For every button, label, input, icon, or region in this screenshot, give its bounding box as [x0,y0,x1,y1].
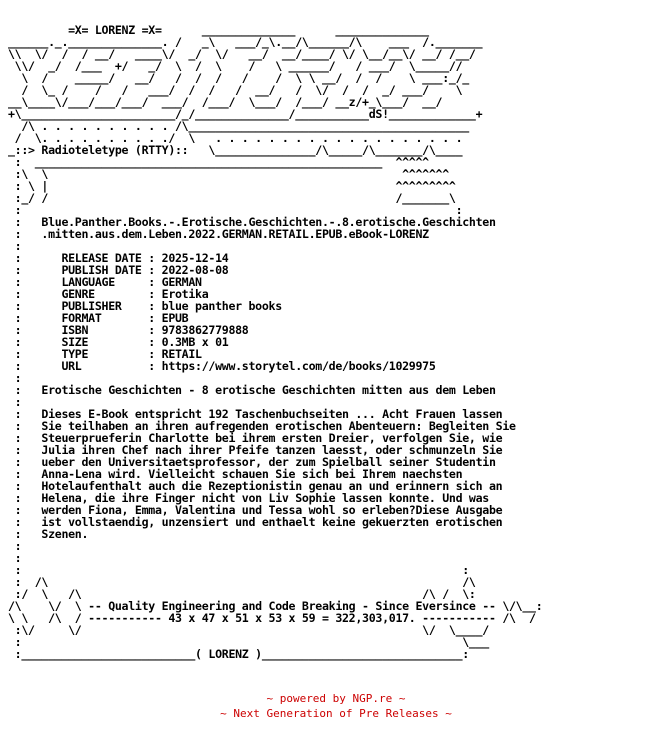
nfo-line: : ____________________________________________________ ^^^^^ [8,155,429,169]
nfo-line: : .mitten.aus.dem.Leben.2022.GERMAN.RETAIL.EPUB.eBook-LORENZ [8,227,429,241]
nfo-document [0,12,672,672]
nfo-line: : Hotelaufenthalt auch die Rezeptionistin genau an und erinnern sich an [8,479,503,493]
nfo-line: / \_ / / / ___/ / / / __/ / \/ / / _/ ___/ \ [8,83,463,97]
nfo-line: /\ . . . . . . . . . . /\__________________________________________ [8,119,469,133]
nfo-line: : : [8,563,469,577]
powered-by-text: ~ powered by NGP.re ~ [266,692,406,705]
nfo-line: : PUBLISHER : blue panther books [8,299,282,313]
nfo-line: : ISBN : 9783862779888 [8,323,249,337]
nfo-line: : FORMAT : EPUB [8,311,189,325]
nfo-line: : Helena, die ihre Finger nicht von Liv Sophie lassen konnte. Und was [8,491,489,505]
nfo-line: _::> Radioteletype (RTTY):: \_______________/\_____/\_______/\____ [8,143,463,157]
nfo-line: /\ \/ \ -- Quality Engineering and Code Breaking - Since Eversince -- \/\__: [8,599,543,613]
nfo-line: : RELEASE DATE : 2025-12-14 [8,251,229,265]
nfo-line: : /\ /\ [8,575,476,589]
nfo-line: : [8,371,22,385]
nfo-text-block [0,12,672,660]
nfo-line: : Dieses E-Book entspricht 192 Taschenbuchseiten ... Acht Frauen lassen [8,407,503,421]
nfo-line: \\ \/ / / __/ ____\/ _/ \/ __/ __/____/ \/ \__/__\/ __/ /__/ [8,47,476,61]
nfo-line: :\ \ ^^^^^^^ [8,167,449,181]
nfo-line: \ \ /\ / ----------- 43 x 47 x 51 x 53 x 59 = 322,303,017. ----------- /\ / [8,611,536,625]
nfo-line: \ / _____/ __/ / / / / / \ \ __/ / / \ ___:_/_ [8,71,469,85]
nfo-line: : SIZE : 0.3MB x 01 [8,335,229,349]
nfo-line: +\_______________________/_/______________/___________dS!_____________+ [8,107,483,121]
nfo-line: :/ \ /\ /\ / \: [8,587,476,601]
nfo-line: : [8,551,22,565]
nfo-line: : ist vollstaendig, unzensiert und enthaelt keine gekuerzten erotischen [8,515,503,529]
nfo-line: : Steuerprueferin Charlotte bei ihrem ersten Dreier, verfolgen Sie, wie [8,431,503,445]
nfo-line: : Blue.Panther.Books.-.Erotische.Geschichten.-.8.erotische.Geschichten [8,215,496,229]
nfo-line: : PUBLISH DATE : 2022-08-08 [8,263,229,277]
nfo-line: ______._.______________. / _\ ___/_\.__/\______/\ ___ /._______ [8,35,483,49]
nfo-line: : Erotische Geschichten - 8 erotische Geschichten mitten aus dem Leben [8,383,496,397]
nfo-line: : Szenen. [8,527,89,541]
nfo-line: :\/ \/ \/ \____/ [8,623,489,637]
nfo-line: : [8,239,22,253]
nfo-line: : Julia ihren Chef nach ihrer Pfeife tanzen laesst, oder schmunzeln Sie [8,443,503,457]
nfo-line: : \___ [8,635,489,649]
nfo-line: : LANGUAGE : GERMAN [8,275,202,289]
nfo-line: : URL : https://www.storytel.com/de/books/1029975 [8,359,436,373]
nfo-line: : Anna-Lena wird. Vielleicht schauen Sie sich bei Ihrem naechsten [8,467,463,481]
nfo-line: : \ | ^^^^^^^^^ [8,179,456,193]
nfo-line: \\/ _/ /___ +/ _/ \ / \ / \ ______/ / ___/ \_____// [8,59,463,73]
tagline-text: ~ Next Generation of Pre Releases ~ [220,707,452,720]
nfo-line: :__________________________( LORENZ )______________________________: [8,647,469,661]
nfo-line: / \. . . . . . . . . ./ \ . . . . . . . . . . . . . . . . . . . [8,131,463,145]
nfo-line: : ueber den Universitaetsprofessor, der zum Spielball seiner Studentin [8,455,496,469]
nfo-line: : GENRE : Erotika [8,287,209,301]
nfo-line: : [8,395,22,409]
nfo-line: : [8,539,22,553]
nfo-line: : werden Fiona, Emma, Valentina und Tessa wohl so erleben?Diese Ausgabe [8,503,503,517]
nfo-line: : TYPE : RETAIL [8,347,202,361]
nfo-line: : : [8,203,463,217]
nfo-line: __\____\/___/___/___/ ___/ /___/ \___/ /___/ __z/+_\___/ __/ [8,95,443,109]
nfo-line: =X= LORENZ =X= ______________ ______________ [8,23,429,37]
nfo-line: : Sie teilhaben an ihren aufregenden erotischen Abenteuern: Begleiten Sie [8,419,516,433]
nfo-line: :_/ / /_______\ [8,191,456,205]
